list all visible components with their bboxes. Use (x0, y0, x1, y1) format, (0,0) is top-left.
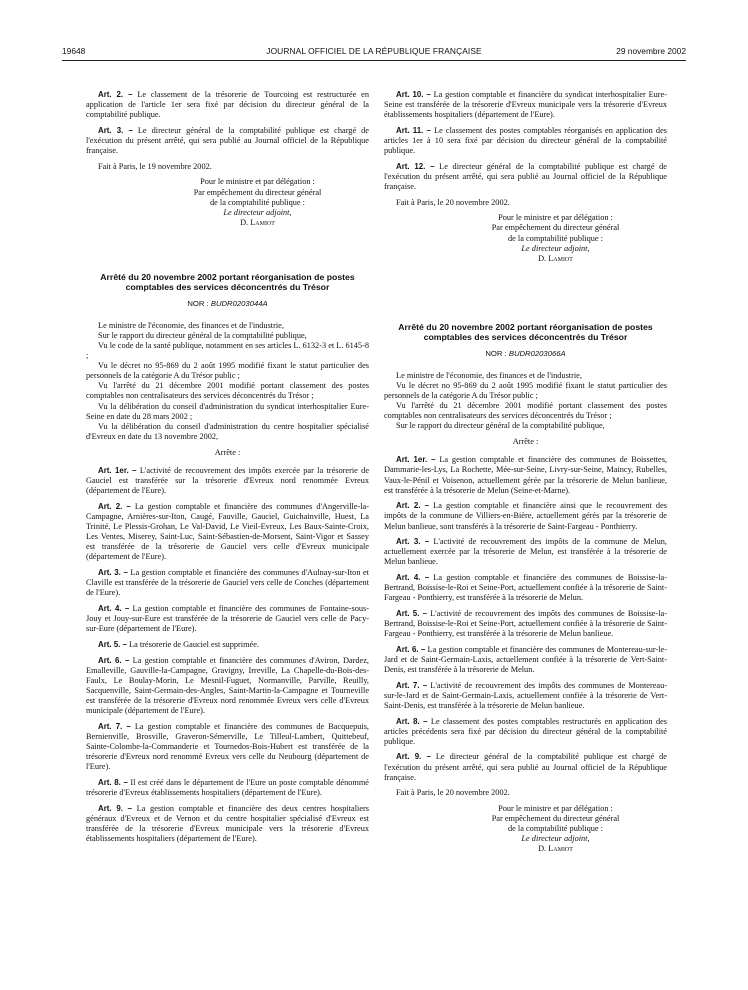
article-text: Le classement des postes comptables restructurés en application des articles précédents sera fixé par décision du directeur général de la comptabilité publique. (384, 716, 667, 746)
nor-reference (86, 299, 369, 309)
signature-line: Pour le ministre et par délégation : (498, 804, 613, 813)
article-text: La gestion comptable et financière des communes de Fontaine-sous-Jouy et Jouy-sur-Eure est transférée de la trésorerie de Gauciel vers celle de Pacy-sur-Eure (département de l'Eure). (86, 603, 370, 634)
preamble (86, 321, 369, 442)
arrete-heading: Arrête : (214, 447, 241, 457)
article-text: Le classement de la trésorerie de Tourcoing est restructurée en application de l'article 1er sera fixé par décision du directeur général de la comptabilité publique. (86, 90, 369, 120)
preamble-line: Le ministre de l'économie, des finances et de l'industrie, (98, 320, 284, 330)
article (384, 717, 667, 747)
article (384, 501, 667, 531)
article (86, 778, 369, 798)
prev-article-3 (86, 126, 369, 156)
article (86, 502, 369, 563)
article-label: Art. 2. – (396, 501, 430, 511)
preamble-line: Vu l'arrêté du 21 décembre 2001 modifié portant classement des postes comptables non centralisateurs des services déconcentrés du Trésor ; (384, 400, 667, 421)
left-column (86, 90, 369, 849)
article-label: Art. 6. – (98, 655, 130, 665)
article-label: Art. 2. – (98, 501, 131, 511)
article (384, 126, 667, 156)
article-text: L'activité de recouvrement des impôts des communes de Montereau-sur-le-Jard et de Saint-Germain-Laxis, actuellement confiée à la trésorerie de Vert-Saint-Denis, est transférée à la trésorerie de Melun banlieue. (384, 680, 668, 710)
article-text: Il est créé dans le département de l'Eure un poste comptable dénommé trésorerie d'Evreux établissements hospitaliers (département de l'Eure). (86, 777, 369, 797)
article-text: Le classement des postes comptables réorganisés en application des articles 1er à 10 sera fixé par décision du directeur général de la comptabilité publique. (384, 125, 667, 156)
preamble-line: Sur le rapport du directeur général de la comptabilité publique, (98, 330, 307, 340)
article (384, 752, 667, 782)
article-text: L'activité de recouvrement des impôts des communes de Boissise-la-Bertrand, Boissise-le-Roi et Seine-Port, actuellement confiée à la trésorerie de Saint-Fargeau - Ponthierry, est transférée à la trésorerie de Melun banlieue. (384, 608, 667, 639)
article-text: La trésorerie de Gauciel est supprimée. (129, 639, 259, 649)
signature-role: Le directeur adjoint, (521, 243, 590, 253)
signature-line: Pour le ministre et par délégation : (200, 177, 315, 187)
article-label: Art. 5. – (98, 639, 127, 649)
article-text: La gestion comptable et financière des communes d'Aviron, Dardez, Emalleville, Gauville-la-Campagne, Gravigny, Irreville, La Chapelle-du-Bois-des-Faulx, Le Boulay-Morin, Le Mesnil-Fuguet, Normanville, Parville, Reuilly, Sacquenville, Saint-Germain-des-Angles, Saint-Martin-la-Campagne et Tourneville est transférée de la trésorerie d'Evreux nord renommée Evreux vers celle d'Evreux municipale (département de l'Eure). (86, 655, 369, 715)
prev-article-2 (86, 90, 369, 120)
page-header (62, 44, 686, 61)
article-label: Art. 3. – (98, 125, 133, 135)
nor-reference (384, 349, 667, 359)
article-text: La gestion comptable et financière des communes de Bacquepuis, Bernienville, Brosville, Graveron-Sémerville, Le Tilleul-Lambert, Quittebeuf, Sainte-Colombe-la-Commanderie et Tournedos-Bois-Hubert est transférée de la trésorerie d'Evreux nord renommé Evreux vers celle du Neubourg (département de l'Eure). (86, 721, 369, 772)
signature-line: Par empêchement du directeur général (193, 187, 322, 197)
article (384, 455, 667, 495)
decree-title: Arrêté du 20 novembre 2002 portant réorganisation de postes comptables des services déconcentrés du Trésor (398, 321, 653, 343)
preamble-line: Vu la délibération du conseil d'administration du centre hospitalier spécialisé d'Evreux en date du 13 novembre 2002, (86, 421, 369, 441)
article (384, 90, 667, 120)
issue-date: 29 novembre 2002 (616, 46, 686, 56)
article-label: Art. 5. – (396, 608, 427, 618)
preamble-line: Vu l'arrêté du 21 décembre 2001 modifié portant classement des postes comptables non centralisateurs des services déconcentrés du Trésor ; (86, 381, 369, 401)
article-label: Art. 8. – (396, 716, 428, 726)
signature-name: D. Lamiot (240, 217, 275, 227)
signature-line: de la comptabilité publique : (210, 197, 305, 207)
nor-code: BUDR0203044A (210, 298, 268, 308)
signature-line: de la comptabilité publique : (508, 233, 603, 243)
article-text: L'activité de recouvrement des impôts de la commune de Melun, actuellement exercée par la trésorerie de Melun, est transférée à la trésorerie de Melun banlieue. (384, 537, 667, 567)
right-column (384, 90, 667, 854)
signature-name: D. Lamiot (538, 253, 573, 263)
article-label: Art. 1er. – (98, 466, 137, 476)
article (384, 537, 667, 567)
nor-label: NOR : (485, 348, 507, 358)
signature-role: Le directeur adjoint, (521, 834, 590, 844)
nor-label: NOR : (187, 298, 209, 308)
signature-name: D. Lamiot (538, 844, 573, 854)
article-text: L'activité de recouvrement des impôts exercée par la trésorerie de Gauciel est transférée sur la trésorerie d'Evreux nord renommée Evreux (département de l'Eure). (86, 466, 369, 496)
journal-title: JOURNAL OFFICIEL DE LA RÉPUBLIQUE FRANÇAISE (266, 46, 482, 56)
preamble-line: Sur le rapport du directeur général de la comptabilité publique, (396, 421, 605, 431)
signature-block (444, 804, 667, 854)
article-label: Art. 6. – (396, 644, 426, 654)
article-label: Art. 4. – (396, 573, 430, 583)
article-label: Art. 8. – (98, 777, 128, 787)
article-text: La gestion comptable et financière du syndicat interhospitalier Eure-Seine est transférée de la trésorerie d'Evreux municipale vers la trésorerie d'Evreux établissements hospitaliers (département de l'Eure). (384, 90, 667, 120)
article-label: Art. 2. – (98, 90, 133, 99)
signature-line: Pour le ministre et par délégation : (498, 213, 613, 223)
preamble-line: Vu le décret no 95-869 du 2 août 1995 modifié fixant le statut particulier des personnels de la catégorie A du Trésor public ; (384, 380, 667, 400)
arrete-heading: Arrête : (512, 437, 539, 447)
article-label: Art. 9. – (396, 752, 431, 762)
article-text: La gestion comptable et financière des communes de Montereau-sur-le-Jard et de Saint-Germain-Laxis, actuellement confiée à la trésorerie de Vert-Saint-Denis, est transférée à la trésorerie de Melun. (384, 644, 667, 674)
article (384, 681, 667, 711)
article-text: La gestion comptable et financière des deux centres hospitaliers généraux d'Evreux et de Vernon et du centre hospitalier spécialisé d'Evreux est transférée de la trésorerie d'Evreux municipale vers la trésorerie d'Evreux établissements hospitaliers (département de l'Eure). (86, 803, 369, 843)
signature-date: Fait à Paris, le 19 novembre 2002. (98, 161, 212, 171)
article-text: La gestion comptable et financière des communes de Boissise-la-Bertrand, Boissise-le-Roi et Seine-Port, actuellement confiée à la trésorerie de Saint-Fargeau - Ponthierry, est transférée à la trésorerie de Melun. (384, 573, 667, 603)
decree-title: Arrêté du 20 novembre 2002 portant réorganisation de postes comptables des services déconcentrés du Trésor (100, 271, 355, 293)
article-text: Le directeur général de la comptabilité publique est chargé de l'exécution du présent arrêté, qui sera publié au Journal officiel de la République française. (384, 752, 667, 782)
article (86, 604, 369, 634)
preamble-line: Vu le décret no 95-869 du 2 août 1995 modifié fixant le statut particulier des personnels de la catégorie A du Trésor public ; (86, 361, 369, 381)
preamble-line: Le ministre de l'économie, des finances et de l'industrie, (396, 370, 582, 380)
preamble-line: Vu la délibération du conseil d'administration du syndicat interhospitalier Eure-Seine en date du 28 mars 2002 ; (86, 401, 369, 421)
article (384, 645, 667, 675)
article-text: Le directeur général de la comptabilité publique est chargé de l'exécution du présent arrêté, qui sera publié au Journal officiel de la République française. (86, 125, 369, 156)
signature-date: Fait à Paris, le 20 novembre 2002. (396, 197, 510, 207)
article-text: La gestion comptable et financière des communes d'Angerville-la-Campagne, Arnières-sur-Iton, Caugé, Fauville, Gauciel, Guichainville, Huest, La Trinité, Le Plessis-Grohan, Le Val-David, Le Vieil-Evreux, Les Baux-Sainte-Croix, Les Ventes, Miserey, Saint-Luc, Saint-Sébastien-de-Morsent, Saint-Vigor et Sassey est transférée de la trésorerie de Gauciel vers celle d'Evreux municipale (département de l'Eure). (86, 501, 369, 562)
signature-line: de la comptabilité publique : (508, 824, 603, 834)
article-label: Art. 1er. – (396, 455, 436, 465)
article (86, 568, 369, 598)
signature-line: Par empêchement du directeur général (491, 814, 620, 824)
article-label: Art. 4. – (98, 603, 130, 613)
nor-code: BUDR0203066A (508, 348, 566, 358)
preamble (384, 371, 667, 432)
page-number: 19648 (62, 46, 86, 56)
article-label: Art. 7. – (396, 680, 428, 690)
article (86, 656, 369, 717)
preamble-line: Vu le code de la santé publique, notamment en ses articles L. 6132-3 et L. 6145-8 ; (86, 341, 369, 361)
article-label: Art. 3. – (396, 537, 430, 547)
article-text: La gestion comptable et financière ainsi que le recouvrement des impôts de la commune de Villiers-en-Bière, actuellement gérés par la trésorerie de Melun banlieue, sont transférés à la trésorerie de Saint-Fargeau - Ponthierry. (384, 501, 667, 531)
article (86, 804, 369, 844)
signature-line: Par empêchement du directeur général (491, 223, 620, 233)
article-label: Art. 12. – (396, 161, 435, 171)
article (86, 640, 369, 650)
article (86, 722, 369, 772)
signature-role: Le directeur adjoint, (223, 207, 292, 217)
article-label: Art. 11. – (396, 125, 431, 135)
article-label: Art. 9. – (98, 803, 133, 813)
article-text: Le directeur général de la comptabilité publique est chargé de l'exécution du présent arrêté, qui sera publié au Journal officiel de la République française. (384, 161, 667, 191)
article-label: Art. 10. – (396, 90, 431, 99)
article (384, 573, 667, 603)
article-label: Art. 7. – (98, 721, 131, 731)
article-text: La gestion comptable et financière des communes d'Aulnay-sur-Iton et Claville est transférée de la trésorerie de Gauciel vers celle de Conches (département de l'Eure). (86, 568, 369, 598)
article (86, 466, 369, 496)
article-text: La gestion comptable et financière des communes de Boissettes, Dammarie-les-Lys, La Rochette, Mée-sur-Seine, Livry-sur-Seine, Maincy, Rubelles, Vaux-le-Pénil et Voisenon, actuellement gérée par la trésorerie de Melun banlieue, est transférée à la trésorerie de Melun (Seine-et-Marne). (384, 455, 668, 495)
article (384, 609, 667, 639)
article (384, 162, 667, 192)
signature-date: Fait à Paris, le 20 novembre 2002. (396, 788, 510, 798)
article-label: Art. 3. – (98, 568, 128, 578)
signature-block (146, 177, 369, 227)
signature-block (444, 213, 667, 263)
